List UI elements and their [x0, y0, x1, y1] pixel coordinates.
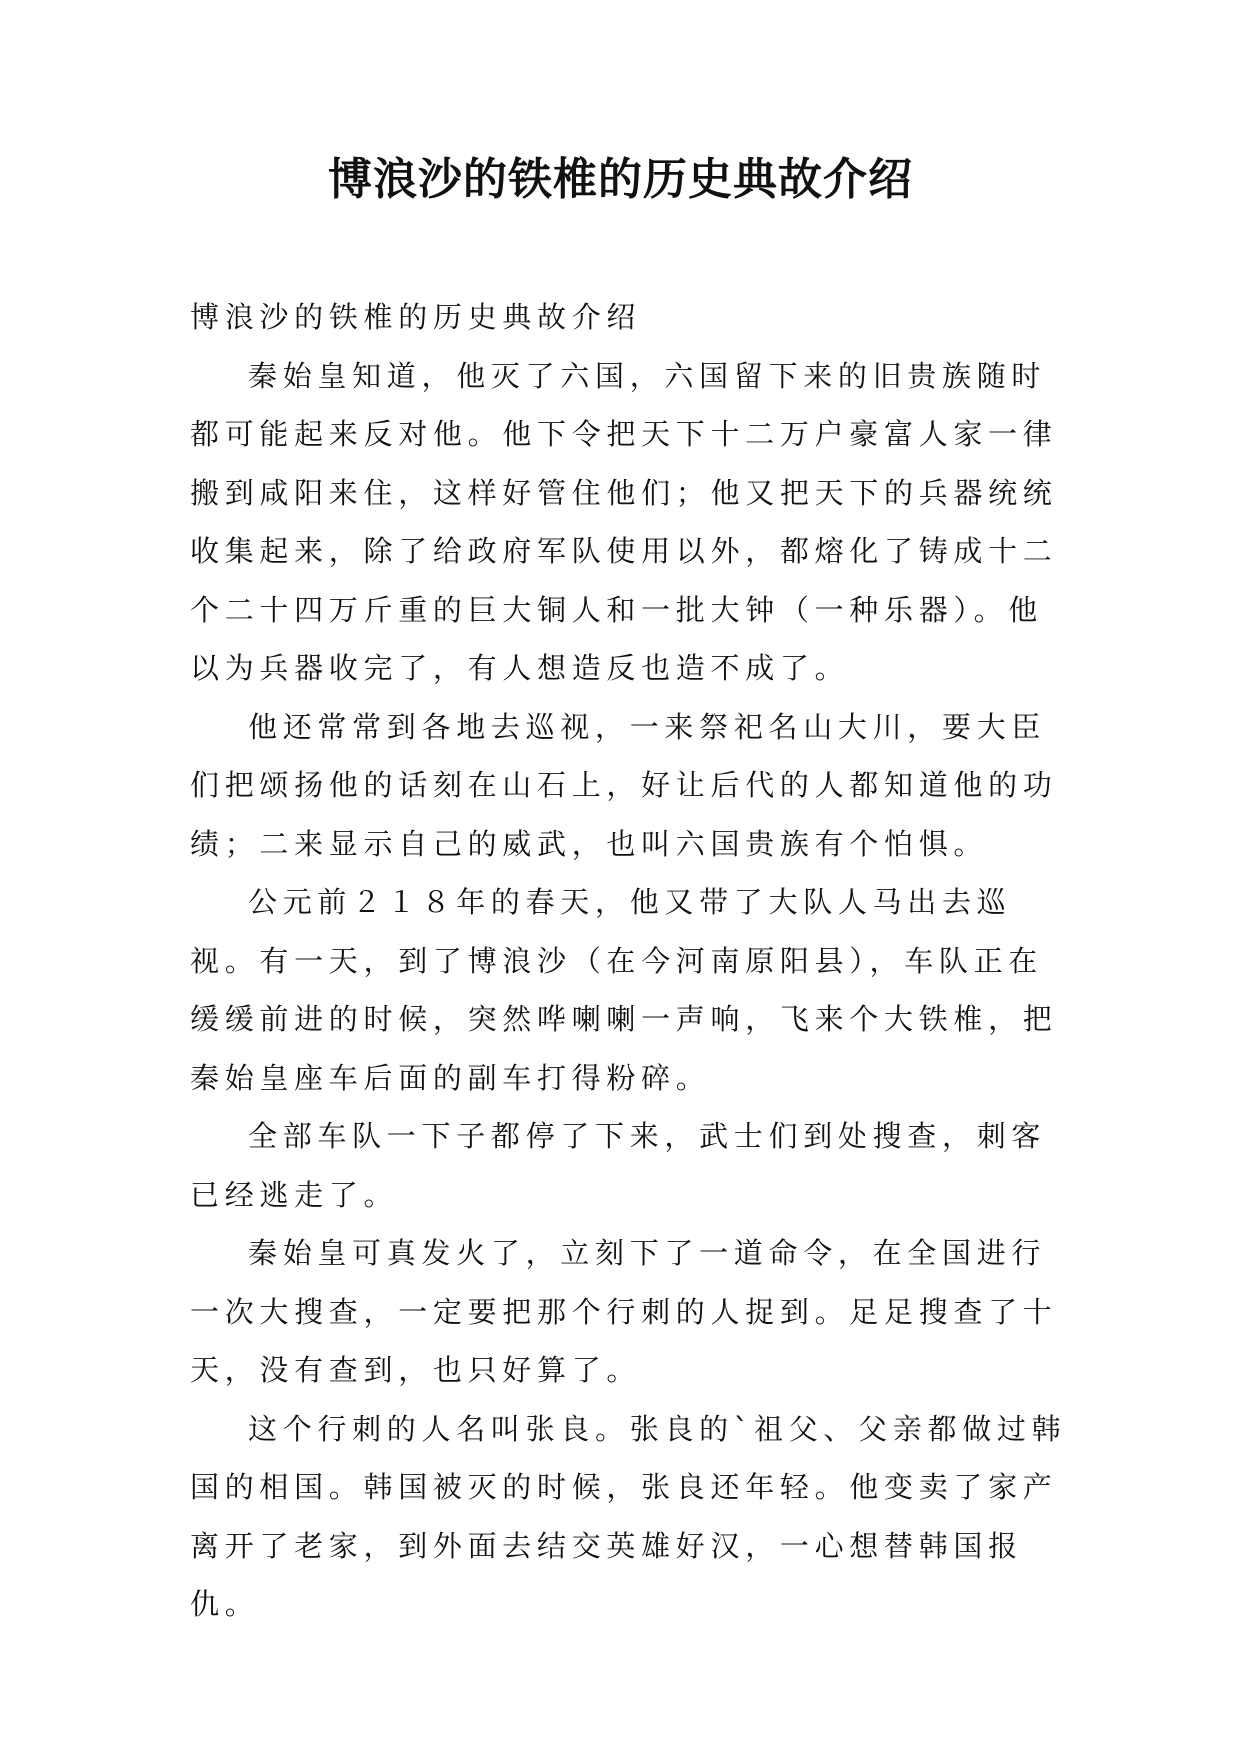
paragraph-5: 秦始皇可真发火了，立刻下了一道命令，在全国进行一次大搜查，一定要把那个行刺的人捉到。足足搜查了十天，没有查到，也只好算了。 — [190, 1236, 1058, 1387]
paragraph-1: 秦始皇知道，他灭了六国，六国留下来的旧贵族随时都可能起来反对他。他下令把天下十二万户豪富人家一律搬到咸阳来住，这样好管住他们；他又把天下的兵器统统收集起来，除了给政府军队使用以外，都熔化了铸成十二个二十四万斤重的巨大铜人和一批大钟（一种乐器）。他以为兵器收完了，有人想造反也造不成了。 — [190, 358, 1058, 685]
paragraph-6: 这个行刺的人名叫张良。张良的`祖父、父亲都做过韩国的相国。韩国被灭的时候，张良还年轻。他变卖了家产离开了老家，到外面去结交英雄好汉，一心想替韩国报仇。 — [190, 1411, 1067, 1621]
paragraph-2: 他还常常到各地去巡视，一来祭祀名山大川，要大臣们把颂扬他的话刻在山石上，好让后代的人都知道他的功绩；二来显示自己的威武，也叫六国贵族有个怕惧。 — [190, 709, 1058, 861]
document-title: 博浪沙的铁椎的历史典故介绍 — [328, 154, 913, 205]
document-subtitle: 博浪沙的铁椎的历史典故介绍 — [190, 300, 642, 334]
paragraph-3: 公元前２１８年的春天，他又带了大队人马出去巡视。有一天，到了博浪沙（在今河南原阳县），车队正在缓缓前进的时候，突然哗喇喇一声响，飞来个大铁椎，把秦始皇座车后面的副车打得粉碎。 — [190, 885, 1058, 1095]
document-body — [190, 288, 1070, 1634]
paragraph-4: 全部车队一下子都停了下来，武士们到处搜查，刺客已经逃走了。 — [190, 1119, 1047, 1212]
